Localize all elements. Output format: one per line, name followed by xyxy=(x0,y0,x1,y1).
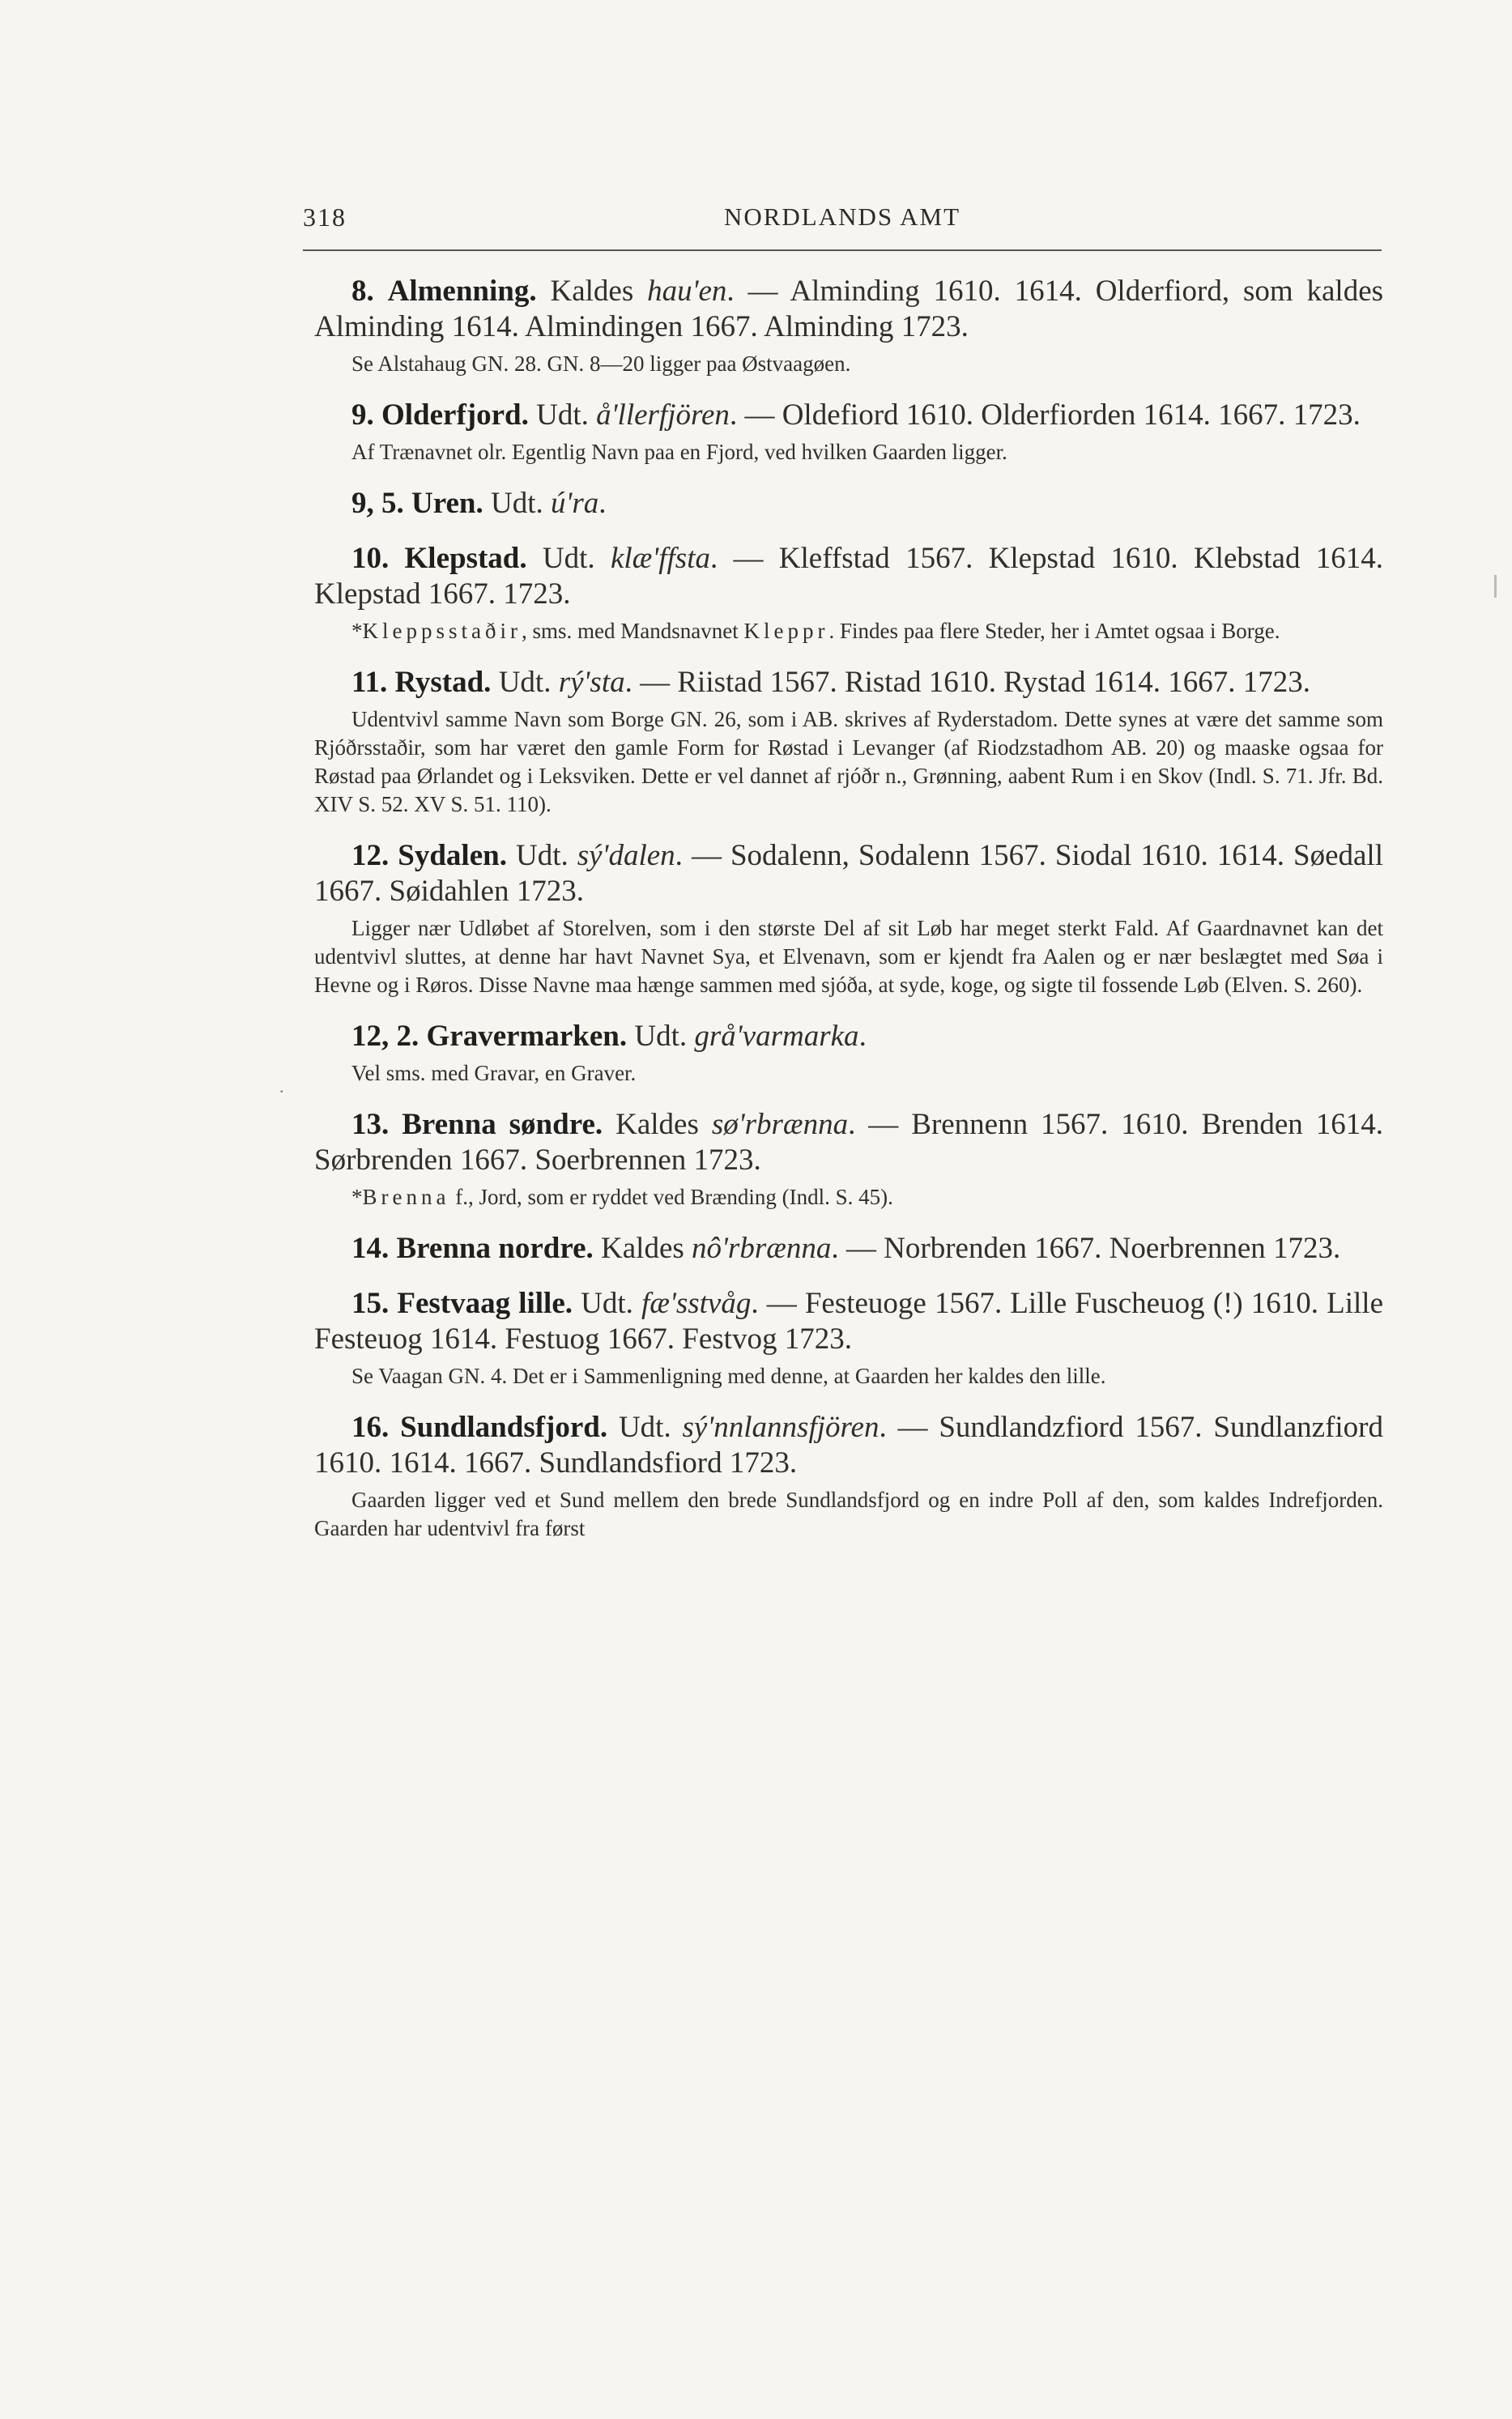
page-number: 318 xyxy=(303,202,347,232)
entry-16 xyxy=(314,1410,1383,1543)
entry-intro: Udt. xyxy=(634,1020,695,1053)
note-text: f., Jord, som er ryddet ved Brænding (Indl. S. 45). xyxy=(449,1185,893,1209)
pronunciation: hau'en xyxy=(647,275,727,308)
entry-12 xyxy=(314,838,1383,999)
entry-intro: Udt. xyxy=(542,542,611,575)
historical-forms: . — Sodalenn, Sodalenn 1567. Siodal 1610. 1614. Søedall 1667. Søidahlen 1723. xyxy=(314,839,1383,908)
entry-10 xyxy=(314,541,1383,645)
entry-intro: Udt. xyxy=(498,666,559,699)
entry-number: 13. xyxy=(351,1108,390,1141)
entry-text xyxy=(314,1410,1383,1481)
historical-forms: . — Brennenn 1567. 1610. Brenden 1614. Sørbrenden 1667. Soerbrennen 1723. xyxy=(314,1108,1383,1177)
farm-name: Klepstad. xyxy=(404,542,527,575)
entry-text xyxy=(314,541,1383,612)
page-content xyxy=(314,274,1383,1543)
entry-9 xyxy=(314,398,1383,466)
note-text: , sms. med Mandsnavnet xyxy=(521,619,744,643)
entry-note: Ligger nær Udløbet af Storelven, som i den største Del af sit Løb har meget sterkt Fald. Af Gaardnavnet kan det udentvivl sluttes, at denne har havt Navnet Sya, et Elvenavn, som er kjendt fra Aalen og er nær beslægtet med Søa i Hevne og i Røros. Disse Navne maa hænge sammen med sjóða, at syde, koge, og sigte til fossende Løb (Elven. S. 260). xyxy=(314,916,1383,997)
entry-text xyxy=(314,838,1383,909)
page-header xyxy=(303,201,1382,251)
historical-forms: . — Oldefiord 1610. Olderfiorden 1614. 1667. 1723. xyxy=(729,398,1361,432)
personal-name: Kleppr xyxy=(743,619,829,643)
pronunciation: nô'rbrænna xyxy=(692,1232,832,1265)
entry-number: 14. xyxy=(351,1232,390,1265)
entry-11 xyxy=(314,665,1383,819)
farm-name: Festvaag lille. xyxy=(397,1287,573,1320)
entry-text xyxy=(314,1019,1383,1054)
entry-text xyxy=(314,665,1383,701)
entry-number: 9, 5. xyxy=(351,487,404,520)
historical-forms: . — Alminding 1610. 1614. Olderfiord, som kaldes Alminding 1614. Almindingen 1667. Alminding 1723. xyxy=(314,275,1384,343)
pronunciation: fæ'sstvåg xyxy=(641,1287,752,1320)
pronunciation: ú'ra xyxy=(550,487,599,520)
reconstructed-mark: * xyxy=(351,1185,363,1209)
farm-name: Sydalen. xyxy=(398,839,507,872)
entry-number: 16. xyxy=(351,1411,390,1444)
pronunciation: rý'sta xyxy=(558,666,625,699)
entry-text xyxy=(314,398,1383,433)
pronunciation: klæ'ffsta xyxy=(610,542,710,575)
entry-intro: Kaldes xyxy=(550,275,648,308)
entry-number: 12, 2. xyxy=(351,1020,420,1053)
entry-14 xyxy=(314,1231,1383,1267)
entry-intro: Udt. xyxy=(581,1287,641,1320)
entry-number: 15. xyxy=(351,1287,390,1320)
reconstructed-mark: * xyxy=(351,619,363,643)
entry-number: 8. xyxy=(351,275,374,308)
entry-number: 11. xyxy=(351,666,388,699)
entry-13 xyxy=(314,1107,1383,1212)
historical-forms: . — Sundlandzfiord 1567. Sundlanzfiord 1610. 1614. 1667. Sundlandsfiord 1723. xyxy=(314,1411,1384,1480)
entry-number: 10. xyxy=(351,542,390,575)
entry-text xyxy=(314,486,1383,522)
farm-name: Almenning. xyxy=(387,275,537,308)
entry-text xyxy=(314,274,1383,345)
entry-intro: Kaldes xyxy=(615,1108,712,1141)
running-title: NORDLANDS AMT xyxy=(723,202,961,231)
entry-15 xyxy=(314,1286,1383,1390)
pronunciation: sø'rbrænna xyxy=(711,1108,849,1141)
entry-intro: Udt. xyxy=(536,398,597,432)
entry-note: Udentvivl samme Navn som Borge GN. 26, som i AB. skrives af Ryderstadom. Dette synes at være det samme som Rjóðrsstaðir, som har været den gamle Form for Røstad i Levanger (af Riodzstadhom AB. 20) og maaske ogsaa for Røstad paa Ørlandet og i Leksviken. Dette er vel dannet af rjóðr n., Grønning, aabent Rum i en Skov (Indl. S. 71. Jfr. Bd. XIV S. 52. XV S. 51. 110). xyxy=(314,707,1383,816)
historical-forms: . xyxy=(858,1020,867,1053)
historical-forms: . — Festeuoge 1567. Lille Fuscheuog (!) 1610. Lille Festeuog 1614. Festuog 1667. Festvog 1723. xyxy=(314,1287,1383,1356)
entry-intro: Udt. xyxy=(515,839,577,872)
entry-note: Af Trænavnet olr. Egentlig Navn paa en Fjord, ved hvilken Gaarden ligger. xyxy=(351,440,1007,464)
entry-note: Se Alstahaug GN. 28. GN. 8—20 ligger paa Østvaagøen. xyxy=(351,351,851,376)
entry-text xyxy=(314,1231,1383,1267)
entry-number: 9. xyxy=(351,398,374,432)
entry-9-5 xyxy=(314,486,1383,522)
scan-margin-mark xyxy=(1494,575,1497,598)
old-norse-form: Brenna xyxy=(362,1185,450,1209)
farm-name: Brenna nordre. xyxy=(396,1232,594,1265)
entry-note: Se Vaagan GN. 4. Det er i Sammenligning med denne, at Gaarden her kaldes den lille. xyxy=(351,1364,1106,1388)
entry-note: Gaarden ligger ved et Sund mellem den brede Sundlandsfjord og en indre Poll af den, som kaldes Indrefjorden. Gaarden har udentvivl fra først xyxy=(314,1488,1383,1540)
farm-name: Sundlandsfjord. xyxy=(400,1411,608,1444)
old-norse-form: Kleppsstaðir xyxy=(362,619,522,643)
farm-name: Olderfjord. xyxy=(381,398,529,432)
entry-intro: Kaldes xyxy=(601,1232,692,1265)
entry-8 xyxy=(314,274,1383,378)
farm-name: Uren. xyxy=(411,487,483,520)
entry-number: 12. xyxy=(351,839,390,872)
entry-note xyxy=(314,617,1383,645)
pronunciation: grå'varmarka xyxy=(694,1020,859,1053)
entry-intro: Udt. xyxy=(490,487,551,520)
farm-name: Brenna søndre. xyxy=(402,1108,603,1141)
historical-forms: . — Kleffstad 1567. Klepstad 1610. Klebstad 1614. Klepstad 1667. 1723. xyxy=(314,542,1384,611)
pronunciation: sý'nnlannsfjören xyxy=(682,1411,880,1444)
farm-name: Rystad. xyxy=(394,666,492,699)
entry-note xyxy=(314,1183,1383,1212)
historical-forms: . — Riistad 1567. Ristad 1610. Rystad 1614. 1667. 1723. xyxy=(624,666,1311,699)
note-text: . Findes paa flere Steder, her i Amtet ogsaa i Borge. xyxy=(828,619,1280,643)
entry-text xyxy=(314,1286,1383,1357)
farm-name: Gravermarken. xyxy=(426,1020,628,1053)
entry-12-2 xyxy=(314,1019,1383,1088)
historical-forms: . — Norbrenden 1667. Noerbrennen 1723. xyxy=(831,1232,1341,1265)
entry-intro: Udt. xyxy=(618,1411,683,1444)
entry-note: Vel sms. med Gravar, en Graver. xyxy=(351,1061,637,1085)
scan-dot: . xyxy=(279,1076,284,1097)
pronunciation: sý'dalen xyxy=(577,839,675,872)
pronunciation: å'llerfjören xyxy=(596,398,730,432)
entry-text xyxy=(314,1107,1383,1178)
historical-forms: . xyxy=(598,487,607,520)
